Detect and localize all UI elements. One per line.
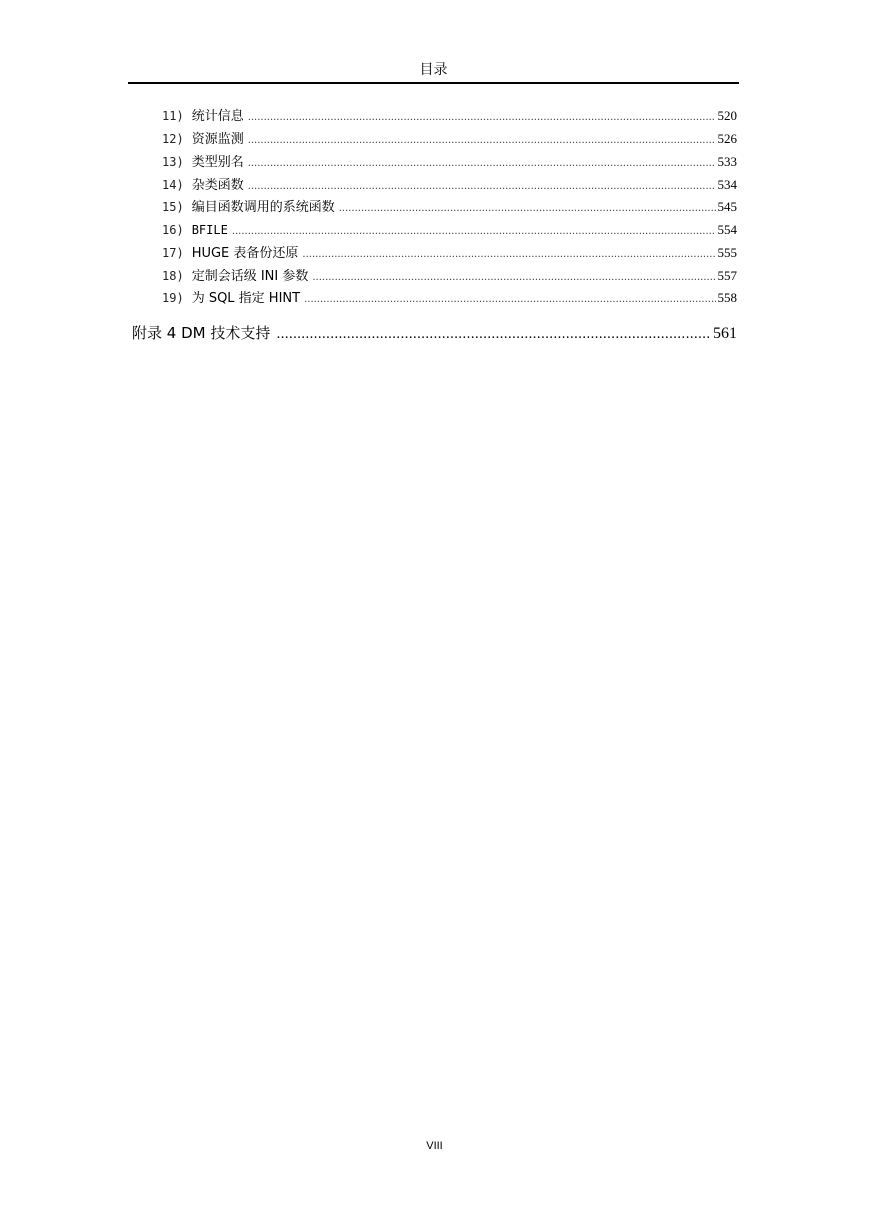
- toc-entry[interactable]: [162, 289, 737, 307]
- toc-entry-page: 520: [717, 108, 737, 123]
- toc-entry[interactable]: [162, 176, 737, 194]
- toc-entry-number: 11): [162, 109, 184, 123]
- toc-entry-page: 533: [717, 154, 737, 169]
- toc-entry-title: 类型别名: [191, 155, 244, 170]
- toc-entry-title: 杂类函数: [191, 178, 244, 193]
- toc-entry-title: 资源监测: [191, 132, 244, 147]
- toc-leader-dots: [304, 291, 715, 309]
- toc-entry-number: 14): [162, 178, 184, 192]
- toc-entry[interactable]: [162, 198, 737, 216]
- toc-leader-dots: [232, 223, 716, 241]
- toc-entry-page: 555: [717, 245, 737, 260]
- toc-entry[interactable]: [162, 107, 737, 125]
- toc-entry-number: 19): [162, 291, 184, 305]
- page-header-title: 目录: [419, 62, 448, 78]
- toc-entry-number: 12): [162, 132, 184, 146]
- toc-leader-dots: [339, 200, 716, 218]
- toc-entry-title: BFILE: [191, 223, 228, 237]
- toc-entry-number: 13): [162, 155, 184, 169]
- toc-leader-dots: [302, 246, 715, 264]
- toc-entry-title: 统计信息: [191, 109, 244, 124]
- toc-entry-page: 558: [717, 290, 737, 305]
- toc-appendix-entry[interactable]: [132, 322, 737, 344]
- toc-leader-dots: [248, 132, 716, 150]
- toc-entry-page: 534: [717, 177, 737, 192]
- toc-leader-dots: [312, 269, 715, 287]
- toc-entry-number: 15): [162, 200, 184, 214]
- toc-entry-number: 17): [162, 246, 184, 260]
- page-number-footer: VIII: [426, 1140, 443, 1152]
- toc-entry-page: 545: [717, 199, 737, 214]
- header-rule: [128, 82, 739, 84]
- toc-entry-title: 定制会话级 INI 参数: [191, 269, 309, 284]
- toc-entry-page: 557: [717, 268, 737, 283]
- toc-appendix-page: 561: [713, 325, 737, 342]
- toc-leader-dots: [248, 178, 716, 196]
- toc-entry[interactable]: [162, 244, 737, 262]
- toc-entry[interactable]: [162, 221, 737, 239]
- toc-appendix-title: 附录 4 DM 技术支持: [132, 324, 271, 342]
- toc-leader-dots: [248, 155, 716, 173]
- toc-leader-dots: [276, 324, 711, 346]
- toc-leader-dots: [248, 109, 716, 127]
- toc-entry-number: 18): [162, 269, 184, 283]
- toc-entry-number: 16): [162, 223, 184, 237]
- toc-entry-title: 为 SQL 指定 HINT: [191, 291, 301, 306]
- toc-entry-title: 编目函数调用的系统函数: [191, 200, 335, 215]
- toc-entry[interactable]: [162, 267, 737, 285]
- toc-entry-title: HUGE 表备份还原: [191, 246, 299, 261]
- toc-entry[interactable]: [162, 130, 737, 148]
- toc-entry-page: 526: [717, 131, 737, 146]
- toc-entry-page: 554: [717, 222, 737, 237]
- toc-entry[interactable]: [162, 153, 737, 171]
